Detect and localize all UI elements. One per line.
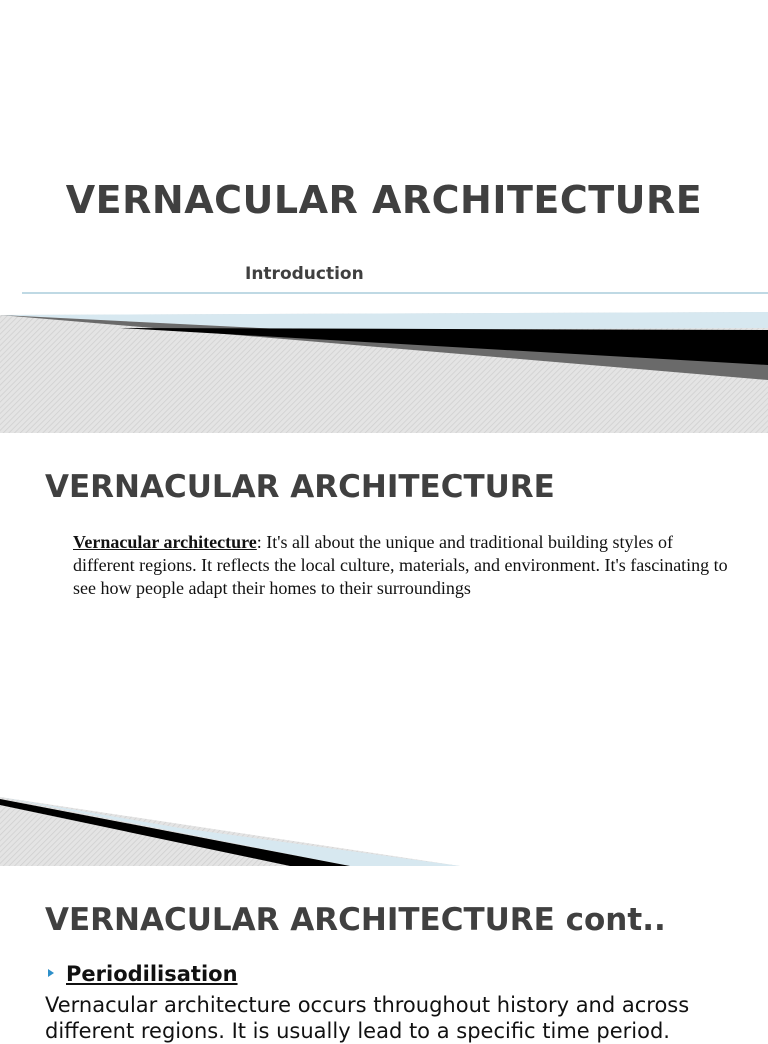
term-highlight: Vernacular architecture <box>73 532 257 552</box>
slide-heading: VERNACULAR ARCHITECTURE cont.. <box>45 902 666 938</box>
slide-subtitle: Introduction <box>245 264 364 284</box>
slide-title: VERNACULAR ARCHITECTURE <box>65 178 703 222</box>
bullet-label: Periodilisation <box>66 962 238 986</box>
content-slide <box>0 433 768 866</box>
body-paragraph: Vernacular architecture occurs throughout history and across different regions. It is usually lead to a specific time period. <box>45 993 690 1043</box>
body-text: : It's all about the unique and traditional building styles of different regions. It reflects the local culture, materials, and environment. It's fascinating to see how people adapt their homes to their surroundings <box>73 532 728 598</box>
body-paragraph <box>73 531 733 600</box>
hatched-band <box>0 797 460 866</box>
slide-heading: VERNACULAR ARCHITECTURE <box>45 469 555 505</box>
triangle-bullet-icon <box>48 969 54 977</box>
bullet-item <box>48 962 238 986</box>
content-slide-continued <box>0 866 768 1043</box>
title-slide <box>0 0 768 433</box>
